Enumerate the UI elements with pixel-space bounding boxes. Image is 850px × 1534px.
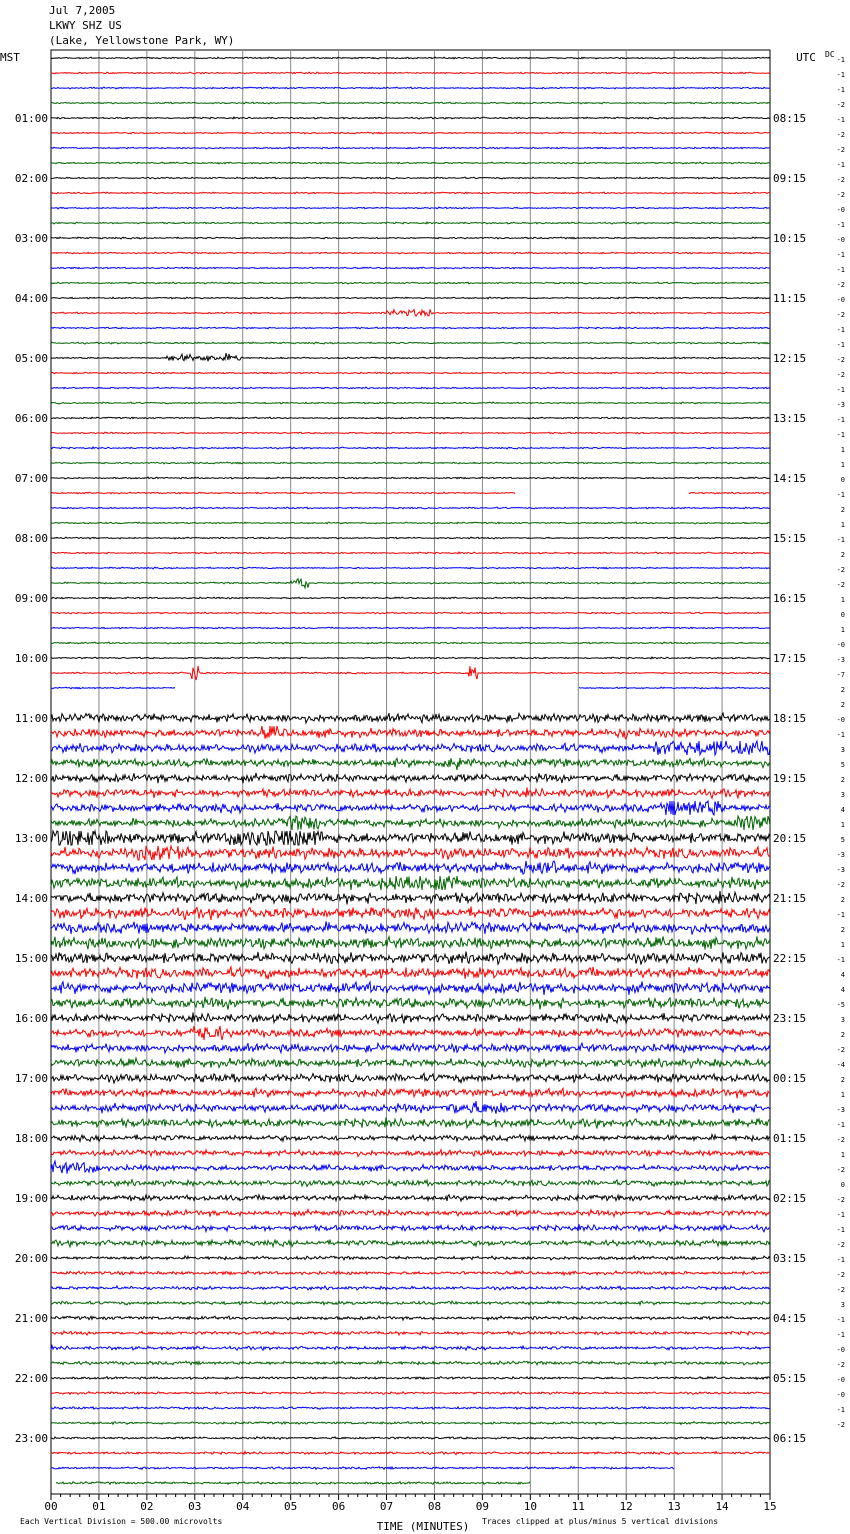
- dc-offset-label: 2: [840, 701, 845, 709]
- seismic-trace: [51, 522, 770, 524]
- x-tick-label: 00: [44, 1500, 58, 1513]
- left-hour-label: 03:00: [14, 232, 48, 245]
- left-hour-label: 06:00: [14, 412, 48, 425]
- right-hour-label: 08:15: [773, 112, 807, 125]
- dc-offset-label: -5: [836, 1001, 845, 1009]
- dc-offset-label: 1: [840, 596, 845, 604]
- seismic-trace: [51, 1346, 770, 1351]
- seismic-trace: [51, 492, 770, 494]
- seismic-trace: [51, 713, 770, 723]
- seismic-trace: [51, 222, 770, 224]
- right-hour-label: 20:15: [773, 832, 807, 845]
- x-tick-label: 07: [379, 1500, 394, 1513]
- dc-offset-label: -2: [836, 281, 845, 289]
- seismic-trace: [51, 1437, 770, 1440]
- seismic-trace: [51, 387, 770, 389]
- seismic-trace: [51, 1135, 770, 1142]
- seismic-trace: [51, 309, 770, 316]
- dc-offset-label: 3: [840, 1016, 845, 1024]
- seismic-trace: [51, 1407, 770, 1410]
- x-tick-label: 01: [92, 1500, 106, 1513]
- seismic-trace: [51, 1301, 770, 1305]
- dc-offset-label: 2: [840, 1031, 845, 1039]
- dc-offset-label: -4: [836, 1061, 845, 1069]
- seismic-trace: [51, 801, 770, 815]
- dc-offset-label: -0: [836, 641, 845, 649]
- dc-offset-label: -0: [836, 236, 845, 244]
- x-tick-label: 02: [140, 1500, 154, 1513]
- right-hour-label: 06:15: [773, 1432, 807, 1445]
- dc-offset-label: 5: [840, 761, 845, 769]
- seismic-trace: [51, 117, 770, 119]
- seismic-trace: [51, 579, 770, 588]
- dc-offset-label: -1: [836, 431, 845, 439]
- seismic-trace: [51, 477, 770, 479]
- left-tz-label: MST: [0, 51, 20, 64]
- seismic-trace: [51, 741, 770, 755]
- seismic-trace: [51, 1224, 770, 1232]
- dc-offset-label: -2: [836, 1166, 845, 1174]
- dc-offset-label: -2: [836, 311, 845, 319]
- x-tick-label: 03: [188, 1500, 202, 1513]
- dc-offset-label: -2: [836, 1196, 845, 1204]
- seismic-trace: [51, 891, 770, 904]
- left-hour-label: 02:00: [14, 172, 48, 185]
- seismic-trace: [51, 1150, 770, 1157]
- right-hour-label: 21:15: [773, 892, 807, 905]
- seismic-trace: [51, 921, 770, 934]
- right-hour-label: 22:15: [773, 952, 807, 965]
- dc-offset-label: 1: [840, 521, 845, 529]
- dc-offset-label: -2: [836, 176, 845, 184]
- left-hour-label: 10:00: [14, 652, 48, 665]
- vertical-division-note: Each Vertical Division = 500.00 microvolts: [20, 1517, 223, 1526]
- seismic-trace: [51, 1101, 770, 1114]
- seismic-trace: [51, 1058, 770, 1068]
- seismic-trace: [51, 402, 770, 404]
- dc-offset-label: 2: [840, 551, 845, 559]
- seismic-trace: [51, 642, 770, 644]
- dc-offset-label: -1: [836, 56, 845, 64]
- left-hour-label: 16:00: [14, 1012, 48, 1025]
- dc-offset-label: -0: [836, 716, 845, 724]
- seismic-trace: [51, 816, 770, 830]
- dc-offset-label: 3: [840, 791, 845, 799]
- seismic-trace: [51, 1316, 770, 1320]
- seismic-trace: [51, 937, 770, 950]
- seismic-trace: [51, 666, 770, 680]
- dc-offset-label: -1: [836, 71, 845, 79]
- dc-label: DC: [825, 50, 835, 59]
- seismic-trace: [51, 1195, 770, 1201]
- right-hour-label: 14:15: [773, 472, 807, 485]
- dc-offset-label: -2: [836, 356, 845, 364]
- station-location: (Lake, Yellowstone Park, WY): [49, 34, 235, 47]
- station-date: Jul 7,2005: [49, 4, 116, 17]
- seismic-trace: [51, 57, 770, 59]
- seismic-trace: [51, 132, 770, 134]
- dc-offset-label: 3: [840, 746, 845, 754]
- clipping-note: Traces clipped at plus/minus 5 vertical divisions: [482, 1517, 719, 1526]
- dc-offset-label: -3: [836, 1106, 845, 1114]
- seismic-trace: [51, 297, 770, 299]
- dc-offset-label: -1: [836, 341, 845, 349]
- seismic-trace: [51, 1073, 770, 1083]
- right-hour-label: 13:15: [773, 412, 807, 425]
- dc-offset-label: -1: [836, 1256, 845, 1264]
- seismic-trace: [51, 1180, 770, 1187]
- left-hour-label: 07:00: [14, 472, 48, 485]
- seismic-trace: [51, 1451, 770, 1454]
- dc-offset-label: -0: [836, 1376, 845, 1384]
- left-hour-label: 12:00: [14, 772, 48, 785]
- right-hour-label: 12:15: [773, 352, 807, 365]
- seismic-trace: [51, 372, 770, 374]
- left-hour-label: 04:00: [14, 292, 48, 305]
- x-tick-label: 05: [284, 1500, 298, 1513]
- dc-offset-label: 3: [840, 1301, 845, 1309]
- seismic-trace: [51, 1422, 770, 1425]
- left-hour-label: 18:00: [14, 1132, 48, 1145]
- dc-offset-label: 0: [840, 476, 845, 484]
- dc-offset-label: 4: [840, 986, 845, 994]
- seismic-trace: [51, 846, 770, 860]
- seismic-trace: [51, 967, 770, 979]
- dc-offset-label: -1: [836, 251, 845, 259]
- dc-offset-label: -1: [836, 491, 845, 499]
- right-hour-label: 19:15: [773, 772, 807, 785]
- right-hour-label: 17:15: [773, 652, 807, 665]
- left-hour-label: 14:00: [14, 892, 48, 905]
- dc-offset-label: -0: [836, 296, 845, 304]
- dc-offset-label: -3: [836, 851, 845, 859]
- seismic-trace: [51, 267, 770, 269]
- seismic-trace: [51, 1361, 770, 1365]
- right-hour-label: 03:15: [773, 1252, 807, 1265]
- dc-offset-label: -1: [836, 326, 845, 334]
- dc-offset-label: -1: [836, 221, 845, 229]
- dc-offset-label: 1: [840, 626, 845, 634]
- seismic-trace: [51, 787, 770, 798]
- left-hour-label: 08:00: [14, 532, 48, 545]
- seismic-trace: [51, 861, 770, 874]
- dc-offset-label: -1: [836, 911, 845, 919]
- right-hour-label: 04:15: [773, 1312, 807, 1325]
- dc-offset-label: -2: [836, 1241, 845, 1249]
- seismic-trace: [51, 417, 770, 419]
- seismic-trace: [56, 1482, 530, 1485]
- right-hour-label: 01:15: [773, 1132, 807, 1145]
- seismic-trace: [51, 758, 770, 770]
- dc-offset-label: -1: [836, 536, 845, 544]
- seismic-trace: [51, 1256, 770, 1260]
- x-tick-label: 04: [236, 1500, 250, 1513]
- dc-offset-label: -1: [836, 956, 845, 964]
- seismic-trace: [51, 1240, 770, 1247]
- seismic-trace: [51, 282, 770, 284]
- dc-offset-label: -1: [836, 1121, 845, 1129]
- seismic-trace: [51, 1088, 770, 1098]
- right-hour-label: 15:15: [773, 532, 807, 545]
- seismic-trace: [51, 907, 770, 921]
- left-hour-label: 13:00: [14, 832, 48, 845]
- seismic-trace: [51, 72, 770, 74]
- seismic-trace: [51, 252, 770, 254]
- dc-offset-label: -2: [836, 1271, 845, 1279]
- dc-offset-label: 1: [840, 446, 845, 454]
- seismic-trace: [51, 1331, 770, 1335]
- seismic-trace: [51, 1467, 770, 1470]
- dc-offset-label: -2: [836, 1286, 845, 1294]
- x-tick-label: 14: [715, 1500, 729, 1513]
- seismic-trace: [51, 687, 770, 689]
- seismic-trace: [51, 1392, 770, 1395]
- dc-offset-label: -2: [836, 131, 845, 139]
- dc-offset-label: -2: [836, 566, 845, 574]
- x-tick-label: 10: [523, 1500, 537, 1513]
- right-hour-label: 23:15: [773, 1012, 807, 1025]
- dc-offset-label: -0: [836, 1391, 845, 1399]
- dc-offset-label: -2: [836, 1361, 845, 1369]
- seismic-trace: [51, 1286, 770, 1290]
- seismic-trace: [51, 612, 770, 614]
- x-tick-label: 13: [667, 1500, 681, 1513]
- seismic-trace: [51, 1377, 770, 1380]
- dc-offset-label: -2: [836, 1046, 845, 1054]
- dc-offset-label: 1: [840, 1151, 845, 1159]
- left-hour-label: 17:00: [14, 1072, 48, 1085]
- seismic-trace: [51, 773, 770, 783]
- dc-offset-label: -1: [836, 116, 845, 124]
- right-hour-label: 09:15: [773, 172, 807, 185]
- dc-offset-label: -1: [836, 1211, 845, 1219]
- seismic-trace: [51, 1161, 770, 1174]
- right-tz-label: UTC: [796, 51, 816, 64]
- x-axis-label: TIME (MINUTES): [376, 1520, 470, 1533]
- dc-offset-label: -2: [836, 1136, 845, 1144]
- dc-offset-label: 1: [840, 461, 845, 469]
- dc-offset-label: -2: [836, 1421, 845, 1429]
- right-hour-label: 11:15: [773, 292, 807, 305]
- x-tick-label: 11: [571, 1500, 585, 1513]
- dc-offset-label: -0: [836, 1346, 845, 1354]
- seismic-trace: [51, 353, 770, 361]
- dc-offset-label: -3: [836, 401, 845, 409]
- dc-offset-label: 2: [840, 1076, 845, 1084]
- seismic-trace: [51, 462, 770, 464]
- left-hour-label: 15:00: [14, 952, 48, 965]
- plot-frame: [51, 50, 770, 1494]
- left-hour-label: 20:00: [14, 1252, 48, 1265]
- left-hour-label: 22:00: [14, 1372, 48, 1385]
- left-hour-label: 05:00: [14, 352, 48, 365]
- seismic-trace: [51, 726, 770, 739]
- station-code: LKWY SHZ US: [49, 19, 122, 32]
- left-hour-label: 01:00: [14, 112, 48, 125]
- right-hour-label: 05:15: [773, 1372, 807, 1385]
- dc-offset-label: -1: [836, 1406, 845, 1414]
- dc-offset-label: -2: [836, 146, 845, 154]
- seismic-trace: [51, 507, 770, 509]
- seismic-trace: [51, 87, 770, 89]
- dc-offset-label: -2: [836, 191, 845, 199]
- dc-offset-label: 4: [840, 806, 845, 814]
- seismic-trace: [51, 876, 770, 890]
- left-hour-label: 11:00: [14, 712, 48, 725]
- right-hour-label: 02:15: [773, 1192, 807, 1205]
- dc-offset-label: -1: [836, 1316, 845, 1324]
- dc-offset-label: 0: [840, 1181, 845, 1189]
- right-hour-label: 18:15: [773, 712, 807, 725]
- seismic-trace: [51, 1043, 770, 1053]
- dc-offset-label: -1: [836, 416, 845, 424]
- dc-offset-label: -2: [836, 581, 845, 589]
- seismic-trace: [51, 207, 770, 209]
- dc-offset-label: -3: [836, 656, 845, 664]
- seismic-trace: [51, 162, 770, 164]
- seismic-trace: [51, 1026, 770, 1040]
- seismic-trace: [51, 1210, 770, 1217]
- dc-offset-label: 4: [840, 971, 845, 979]
- dc-offset-label: -1: [836, 386, 845, 394]
- seismic-trace: [51, 147, 770, 149]
- left-hour-label: 23:00: [14, 1432, 48, 1445]
- dc-offset-label: -1: [836, 1331, 845, 1339]
- dc-offset-label: 1: [840, 821, 845, 829]
- dc-offset-label: -3: [836, 866, 845, 874]
- seismic-trace: [51, 192, 770, 194]
- right-hour-label: 16:15: [773, 592, 807, 605]
- seismic-trace: [51, 327, 770, 329]
- right-hour-label: 10:15: [773, 232, 807, 245]
- seismic-trace: [51, 537, 770, 539]
- dc-offset-label: 2: [840, 506, 845, 514]
- dc-offset-label: 1: [840, 941, 845, 949]
- dc-offset-label: -1: [836, 161, 845, 169]
- dc-offset-label: -2: [836, 371, 845, 379]
- seismic-trace: [51, 342, 770, 344]
- seismic-trace: [51, 432, 770, 434]
- dc-offset-label: -1: [836, 86, 845, 94]
- dc-offset-label: -0: [836, 206, 845, 214]
- x-tick-label: 06: [331, 1500, 346, 1513]
- dc-offset-label: -1: [836, 731, 845, 739]
- dc-offset-label: 2: [840, 896, 845, 904]
- seismic-trace: [51, 552, 770, 554]
- dc-offset-label: 2: [840, 686, 845, 694]
- seismic-trace: [51, 657, 770, 659]
- seismic-trace: [51, 1271, 770, 1275]
- dc-offset-label: -1: [836, 1226, 845, 1234]
- right-hour-label: 00:15: [773, 1072, 807, 1085]
- seismic-trace: [51, 102, 770, 104]
- x-tick-label: 15: [763, 1500, 777, 1513]
- dc-offset-label: -7: [836, 671, 845, 679]
- dc-offset-label: 1: [840, 1091, 845, 1099]
- seismic-trace: [51, 597, 770, 599]
- left-hour-label: 19:00: [14, 1192, 48, 1205]
- seismic-trace: [51, 177, 770, 179]
- dc-offset-label: -2: [836, 101, 845, 109]
- dc-offset-label: 2: [840, 926, 845, 934]
- seismic-trace: [51, 1012, 770, 1023]
- left-hour-label: 09:00: [14, 592, 48, 605]
- seismic-trace: [51, 447, 770, 449]
- dc-offset-label: 2: [840, 776, 845, 784]
- dc-offset-label: -1: [836, 266, 845, 274]
- seismic-trace: [51, 831, 770, 845]
- seismic-trace: [51, 1117, 770, 1128]
- dc-offset-label: 5: [840, 836, 845, 844]
- seismic-trace: [51, 237, 770, 239]
- dc-offset-label: -2: [836, 881, 845, 889]
- dc-offset-label: 0: [840, 611, 845, 619]
- left-hour-label: 21:00: [14, 1312, 48, 1325]
- seismic-trace: [51, 981, 770, 995]
- seismic-trace: [51, 567, 770, 569]
- x-tick-label: 08: [427, 1500, 442, 1513]
- x-tick-label: 09: [475, 1500, 490, 1513]
- x-tick-label: 12: [619, 1500, 633, 1513]
- seismic-trace: [51, 627, 770, 629]
- seismic-trace: [51, 952, 770, 965]
- seismic-trace: [51, 997, 770, 1010]
